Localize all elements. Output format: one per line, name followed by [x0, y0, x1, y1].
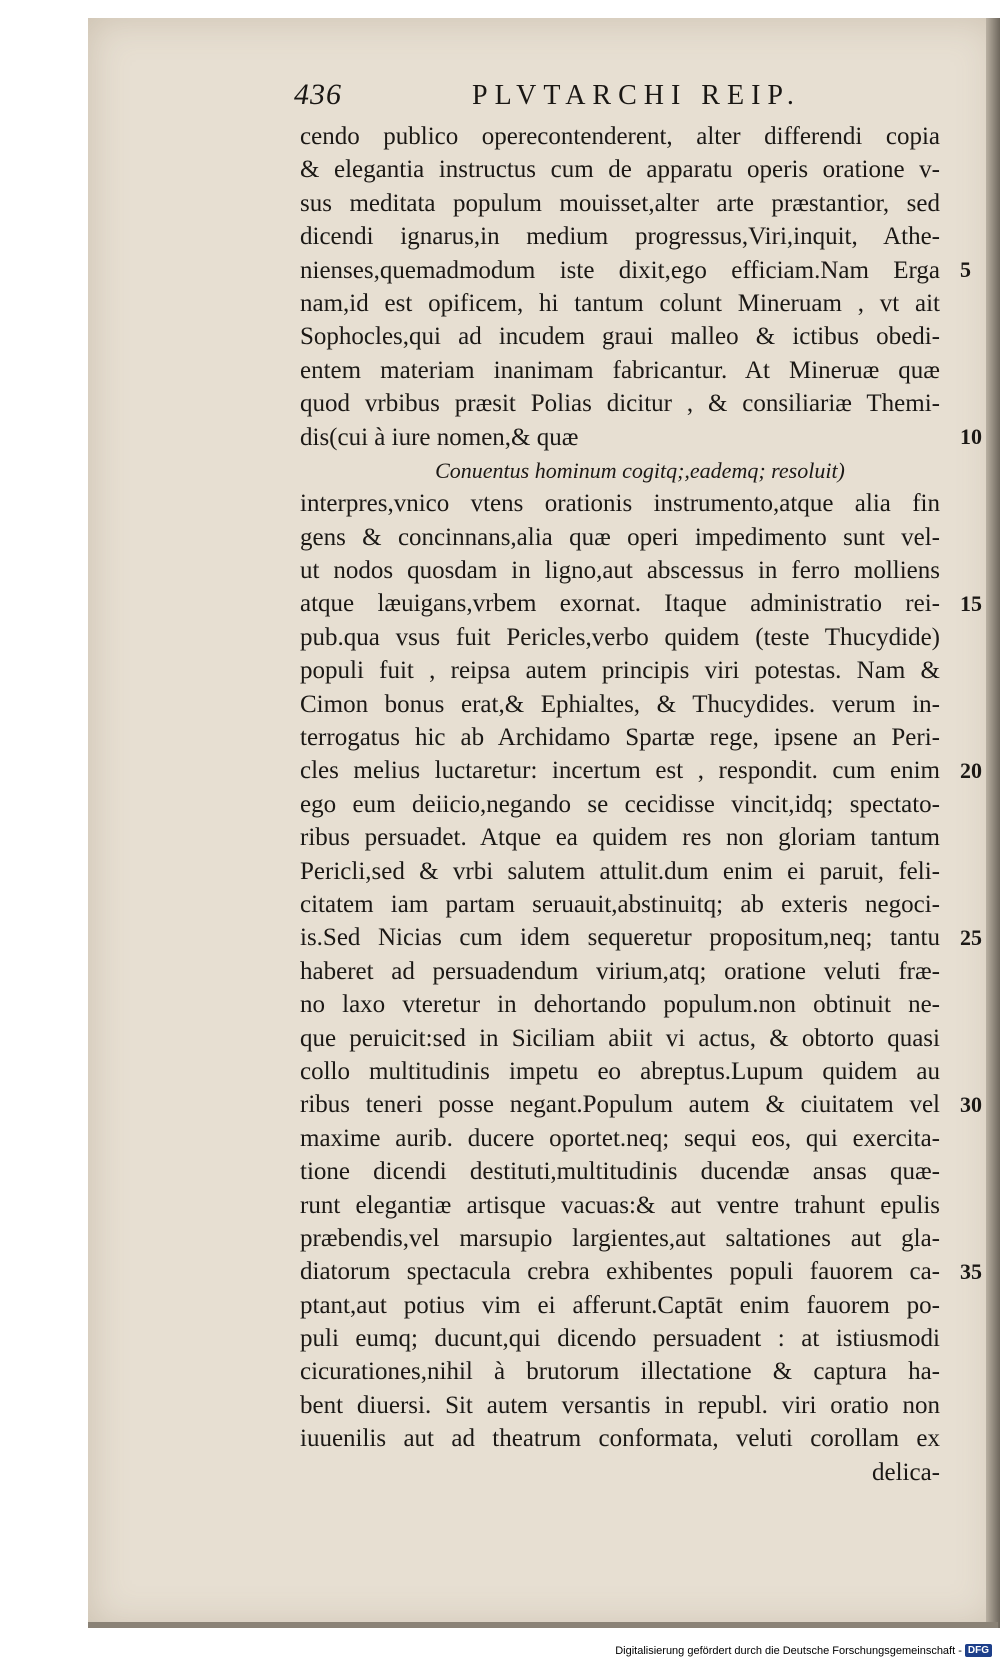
- text-line: populi fuit , reipsa autem principis viri potestas. Nam &: [300, 657, 940, 685]
- text-line: entem materiam inanimam fabricantur. At Mineruæ quæ: [300, 356, 940, 384]
- text-line: Cimon bonus erat,& Ephialtes, & Thucydides. verum in-: [300, 690, 940, 718]
- text-line: cles melius luctaretur: incertum est , respondit. cum enim: [300, 757, 940, 785]
- text-line: terrogatus hic ab Archidamo Spartæ rege, ipsene an Peri-: [300, 724, 940, 752]
- margin-line-number: 35: [960, 1258, 982, 1284]
- text-line: bent diuersi. Sit autem versantis in republ. viri oratio non: [300, 1391, 940, 1419]
- text-line: ego eum deiicio,negando se cecidisse vincit,idq; spectato-: [300, 790, 940, 818]
- text-line: quod vrbibus præsit Polias dicitur , & consiliariæ Themi-: [300, 390, 940, 418]
- text-line: ut nodos quosdam in ligno,aut abscessus in ferro molliens: [300, 557, 940, 585]
- dfg-logo: DFG: [965, 1644, 992, 1657]
- text-line: no laxo vteretur in dehortando populum.non obtinuit ne-: [300, 991, 940, 1019]
- text-line: dis(cui à iure nomen,& quæ: [300, 423, 579, 451]
- page-header: [294, 78, 854, 118]
- text-line: interpres,vnico vtens orationis instrumento,atque alia fin: [300, 490, 940, 518]
- footer-credit: Digitalisierung gefördert durch die Deutsche Forschungsgemeinschaft -: [615, 1644, 962, 1657]
- digitization-footer: [615, 1644, 992, 1657]
- text-line: atque læuigans,vrbem exornat. Itaque administratio rei-: [300, 590, 940, 618]
- text-line: & elegantia instructus cum de apparatu operis oratione v-: [300, 156, 940, 184]
- catchword: delica-: [871, 1458, 940, 1486]
- verse-quotation: Conuentus hominum cogitq;,eademq; resoluit): [435, 457, 845, 483]
- text-line: is.Sed Nicias cum idem sequeretur propositum,neq; tantu: [300, 924, 940, 952]
- margin-line-number: 5: [960, 256, 971, 282]
- text-line: runt elegantiæ artisque vacuas:& aut ventre trahunt epulis: [300, 1191, 940, 1219]
- text-line: Sophocles,qui ad incudem graui malleo & ictibus obedi-: [300, 323, 940, 351]
- text-line: cicurationes,nihil à brutorum illectatione & captura ha-: [300, 1358, 940, 1386]
- text-line: collo multitudinis impetu eo abreptus.Lupum quidem au: [300, 1057, 940, 1085]
- margin-line-number: 30: [960, 1091, 982, 1117]
- text-line: haberet ad persuadendum virium,atq; oratione veluti fræ-: [300, 957, 940, 985]
- text-line: tione dicendi destituti,multitudinis ducendæ ansas quæ-: [300, 1158, 940, 1186]
- text-line: ribus persuadet. Atque ea quidem res non gloriam tantum: [300, 824, 940, 852]
- text-line: diatorum spectacula crebra exhibentes populi fauorem ca-: [300, 1258, 940, 1286]
- text-line: nienses,quemadmodum iste dixit,ego efficiam.Nam Erga: [300, 256, 940, 284]
- text-line: gens & concinnans,alia quæ operi impedimento sunt vel-: [300, 523, 940, 551]
- page-bottom-edge: [88, 1622, 998, 1628]
- text-line: cendo publico operecontenderent, alter differendi copia: [300, 123, 940, 150]
- text-line: nam,id est opificem, hi tantum colunt Mineruam , vt ait: [300, 289, 940, 317]
- text-line: ribus teneri posse negant.Populum autem & ciuitatem vel: [300, 1091, 940, 1119]
- text-line: ptant,aut potius vim ei afferunt.Captāt enim fauorem po-: [300, 1291, 940, 1319]
- text-line: dicendi ignarus,in medium progressus,Viri,inquit, Athe-: [300, 223, 940, 251]
- text-line: que peruicit:sed in Siciliam abiit vi actus, & obtorto quasi: [300, 1024, 940, 1052]
- margin-line-number: 15: [960, 590, 982, 616]
- text-line: puli eumq; ducunt,qui dicendo persuadent : at istiusmodi: [300, 1325, 940, 1353]
- page-edge-shadow: [986, 18, 1000, 1628]
- text-line: maxime aurib. ducere oportet.neq; sequi eos, qui exercita-: [300, 1124, 940, 1152]
- margin-line-number: 10: [960, 423, 982, 449]
- text-line: præbendis,vel marsupio largientes,aut saltationes aut gla-: [300, 1224, 940, 1252]
- margin-line-number: 25: [960, 924, 982, 950]
- text-line: iuuenilis aut ad theatrum conformata, veluti corollam ex: [300, 1425, 940, 1453]
- text-line: sus meditata populum mouisset,alter arte præstantior, sed: [300, 189, 940, 217]
- text-line: Pericli,sed & vrbi salutem attulit.dum enim ei paruit, feli-: [300, 857, 940, 885]
- text-line: pub.qua vsus fuit Pericles,verbo quidem (teste Thucydide): [300, 623, 940, 651]
- page-number: 436: [294, 78, 342, 111]
- margin-line-number: 20: [960, 757, 982, 783]
- body-text: [300, 120, 940, 1489]
- running-title: PLVTARCHI REIP.: [472, 80, 801, 111]
- text-line: citatem iam partam seruauit,abstinuitq; ab exteris negoci-: [300, 890, 940, 918]
